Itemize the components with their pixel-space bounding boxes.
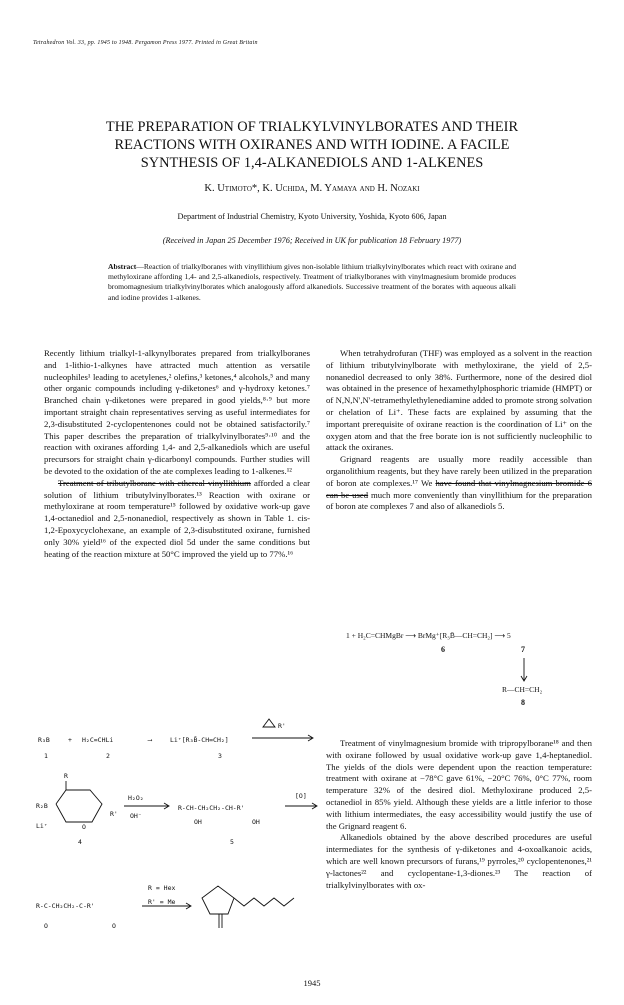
borate-complex: Li⁺[R₃B̄-CH=CH₂] <box>170 736 229 744</box>
oxirane-substituent: R' <box>278 722 286 730</box>
compound-7-label: 7 <box>521 645 525 654</box>
compound-8-label: 8 <box>521 698 525 707</box>
reactant-r3b: R₃B <box>38 736 50 744</box>
compound-1-label: 1 <box>44 752 48 760</box>
compound-6-label: 6 <box>441 645 445 654</box>
compound-4-label: 4 <box>78 838 82 846</box>
right-paragraph-4: Alkanediols obtained by the above described procedures are useful intermediates for the synthesis of γ-diketones and 4-oxoalkanoic acids, which are well known precursors of furans,¹⁹ pyrroles,²⁰ cyclopentenones,²¹ γ-lactones²² and cyclopentane-1,3-diones.²³ The reaction of trialkylvinylborates with ox- <box>326 832 592 890</box>
left-column <box>44 348 310 560</box>
diol-oh-1: OH <box>194 818 202 826</box>
compound-5-label: 5 <box>230 838 234 846</box>
diol-oh-2: OH <box>252 818 260 826</box>
oxidation-label: [O] <box>295 792 307 800</box>
reactant-vinyllithium: H₂C=CHLi <box>82 736 114 744</box>
ring-r2b: R₂B <box>36 802 48 810</box>
right-paragraph-2b: much more conveniently than vinyllithium for the preparation of boron ate complexes 7 and also of alkanediols 5. <box>326 489 592 512</box>
left-paragraph-2 <box>44 478 310 561</box>
scheme-main <box>30 718 320 968</box>
right-column-bottom <box>326 738 592 891</box>
right-struck-text: have found that vinylmagnesium bromide 6 can be used <box>326 477 592 500</box>
reaction-arrow-1: ⟶ <box>148 736 152 744</box>
condition-r: R = Hex <box>148 884 176 892</box>
left-paragraph-1: Recently lithium trialkyl-1-alkynylborates prepared from trialkylboranes and 1-lithio-1-alkynes have attracted much attention as versatile nucleophiles¹ leading to acetylenes,² olefins,³ ketones,⁴ alcohols,⁵ and many other organic compounds including γ-diketones⁶ and γ-hydroxy ketones.⁷ Branched chain γ-diketones were prepared in good yields,⁸·⁹ but more important straight chain representatives serving as useful intermediates for 2,3-disubstituted 2-cyclopentenones could not be obtained satisfactorily.⁷ This paper describes the preparation of trialkylvinylborates⁹·¹⁰ and the reaction with oxiranes affording 1,4- and 2,5-alkanediols which are useful precursors for straight chain γ-dicarbonyl compounds. Further studies will be devoted to the oxidation of the ate complexes leading to 1-alkenes.¹² <box>44 348 310 476</box>
title-line-2: REACTIONS WITH OXIRANES AND WITH IODINE. A FACILE <box>114 137 510 153</box>
oxirane-ring <box>263 719 275 727</box>
ring-oxygen: O <box>82 823 86 831</box>
title-line-1: THE PREPARATION OF TRIALKYLVINYLBORATES AND THEIR <box>105 119 519 135</box>
left-paragraph-2-body: afforded a clear solution of lithium tributylvinylborates.¹³ Reaction with oxirane or methyloxirane at room temperature¹⁵ followed by oxidative work-up gave 1,4-octanediol and 2,5-nonanediol, respectively as shown in Table 1. cis-1,2-Epoxycyclohexane, an example of 2,3-disubstituted oxirane, furnished only 30% yield¹⁶ of the expected diol 5d under the same conditions but heating of the reaction mixture at 50°C improved the yield up to 77%.¹⁶ <box>44 477 311 559</box>
title-line-3: SYNTHESIS OF 1,4-ALKANEDIOLS AND 1-ALKENES <box>140 155 484 171</box>
reagent-hydroxide: OH⁻ <box>130 812 142 820</box>
scheme-grignard-equation: 1 + H₂C=CHMgBr ⟶ BrMg⁺[R₃B̄—CH=CH₂] ⟶ 5 <box>346 631 511 640</box>
diketone-oxygen-1: O <box>44 922 48 930</box>
ring-r-group: R <box>64 772 68 780</box>
right-paragraph-2a: Grignard reagents are usually more readily accessible than organolithium reagents, but they have rarely been utilized in the preparation of boron ate complexes.¹⁷ We <box>326 454 592 488</box>
affiliation: Department of Industrial Chemistry, Kyoto University, Yoshida, Kyoto 606, Japan <box>177 212 447 221</box>
scheme-grignard <box>326 628 592 708</box>
reagent-h2o2: H₂O₂ <box>128 794 144 802</box>
diol-product: R-CH-CH₂CH₂-CH-R' <box>178 804 245 812</box>
alkene-product: R—CH=CH₂ <box>502 685 543 694</box>
article-title <box>60 118 564 172</box>
cyclic-borate-ring <box>56 790 102 822</box>
journal-header-line: Tetrahedron Vol. 33, pp. 1945 to 1948. Pergamon Press 1977. Printed in Great Britain <box>33 40 258 46</box>
page-number: 1945 <box>303 978 321 988</box>
diketone: R-C-CH₂CH₂-C-R' <box>36 902 95 910</box>
left-struck-text: Treatment of tributylborane with ethereal vinyllithium <box>58 477 251 488</box>
ring-r-prime: R' <box>110 810 118 818</box>
right-paragraph-1: When tetrahydrofuran (THF) was employed as a solvent in the reaction of lithium tributylvinylborate with methyloxirane, the yield of 2,5-nonanediol decreased to only 38%. Furthermore, none of the desired diol was obtained in the presence of hexamethylphosphoric triamide (HMPT) or of N,N,N',N'-tetramethylethylenediamine added to promote strong solvation or chelation of Li⁺. These facts are explained by assuming that the important prerequisite of oxirane reaction is the coordination of Li⁺ on the oxygen atom and that the free borate ion is not sufficiently nucleophilic to attack the oxiranes. <box>326 348 592 453</box>
diketone-oxygen-2: O <box>112 922 116 930</box>
abstract-text: —Reaction of trialkylboranes with vinyllithium gives non-isolable lithium trialkylvinylborates which react with oxirane and methyloxirane affording 1,4- and 2,5-alkanediols, respectively. Treatment of trialkylboranes with vinylmagnesium bromide produces bromomagnesium trialkylvinylborates which analogously afford alkanediols. Successive treatment of the borates with aqueous alkali and iodine provides 1-alkenes. <box>108 262 516 302</box>
abstract-label: Abstract <box>108 262 137 271</box>
ring-li: Li⁺ <box>36 822 48 830</box>
compound-3-label: 3 <box>218 752 222 760</box>
right-paragraph-2 <box>326 454 592 513</box>
plus-sign: + <box>68 736 72 744</box>
received-dates: (Received in Japan 25 December 1976; Received in UK for publication 18 February 1977) <box>162 236 462 245</box>
author-list: K. Utimoto*, K. Uchida, M. Yamaya and H. Nozaki <box>204 183 420 194</box>
cyclopentenone-ring <box>202 886 234 914</box>
abstract <box>108 262 516 303</box>
right-paragraph-3: Treatment of vinylmagnesium bromide with tripropylborane¹⁸ and then with oxirane followed by usual oxidative work-up gave 1,4-heptanediol. The yields of the diols were dependent upon the reaction temperature: treatment with oxirane at −78°C gave 61%, −20°C 76%, 0°C 77%, room temperature 32% of the desired diol. Methyloxirane produced 2,5-octanediol in 85% yield. Although these yields are a little inferior to those with lithium intermediates, the easy accessibility would justify the use of the Grignard reagent 6. <box>326 738 592 831</box>
right-column-top <box>326 348 592 513</box>
condition-r-prime: R' = Me <box>148 898 176 906</box>
compound-2-label: 2 <box>106 752 110 760</box>
cyclopentenone-side-chain <box>234 898 294 906</box>
